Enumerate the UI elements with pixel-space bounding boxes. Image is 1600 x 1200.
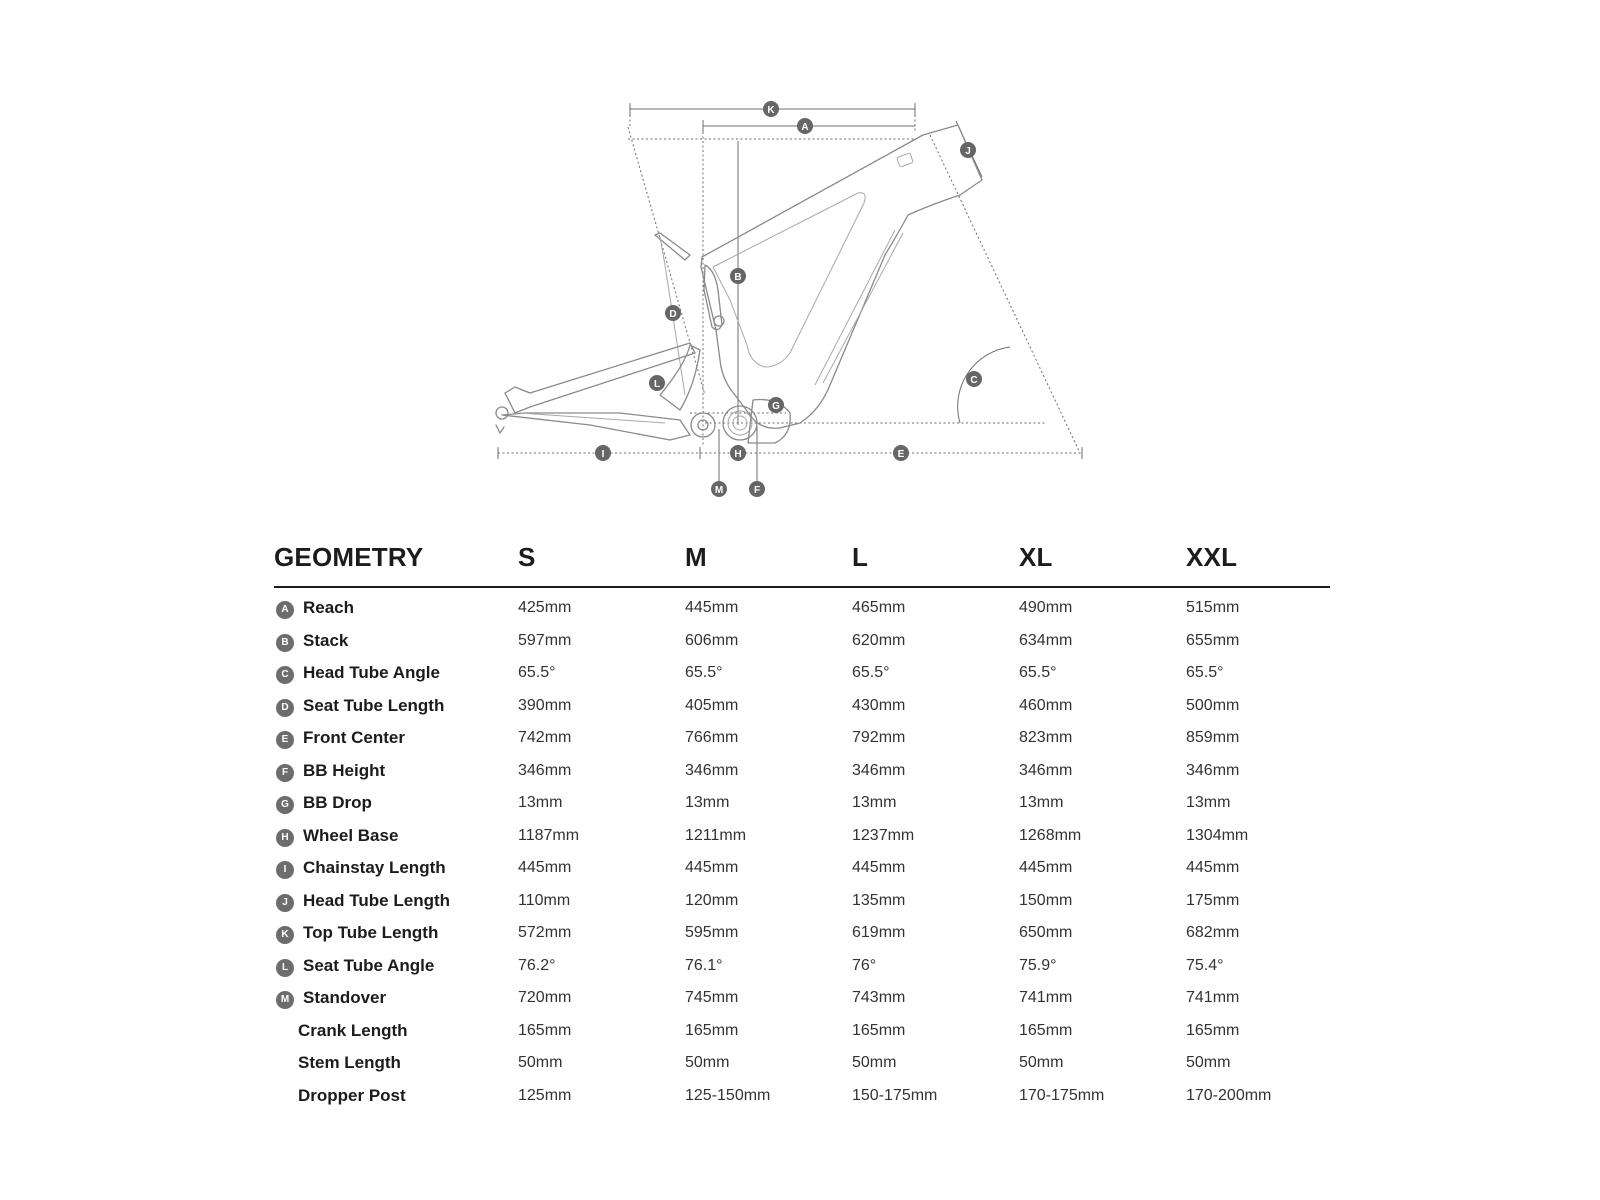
row-value: 620mm <box>852 631 906 649</box>
row-value: 76.2° <box>518 956 556 974</box>
row-value: 445mm <box>685 859 739 876</box>
marker-d <box>665 305 681 321</box>
svg-text:H: H <box>734 449 742 460</box>
row-value: 792mm <box>852 729 906 746</box>
row-value: 490mm <box>1019 599 1073 616</box>
marker-c <box>966 371 982 387</box>
table-title: GEOMETRY <box>274 542 424 572</box>
row-value: 743mm <box>852 989 906 1006</box>
svg-text:A: A <box>801 122 809 133</box>
table-row <box>274 950 1330 983</box>
row-value: 741mm <box>1186 989 1240 1006</box>
row-letter-badge: I <box>276 861 294 879</box>
row-value: 13mm <box>1186 794 1231 811</box>
row-value: 65.5° <box>685 664 723 681</box>
table-row <box>274 755 1330 788</box>
row-value: 13mm <box>685 794 730 811</box>
row-value: 65.5° <box>852 664 890 681</box>
table-row <box>274 852 1330 885</box>
row-value: 76° <box>852 956 877 974</box>
row-label: Top Tube Length <box>303 923 439 942</box>
svg-text:K: K <box>767 105 775 116</box>
row-value: 346mm <box>1019 761 1073 779</box>
row-label: Seat Tube Angle <box>303 955 435 975</box>
table-row <box>274 885 1330 918</box>
marker-f <box>749 481 765 497</box>
row-value: 445mm <box>1019 859 1073 876</box>
row-value: 50mm <box>518 1054 563 1071</box>
row-value: 741mm <box>1019 989 1073 1006</box>
row-letter-badge: J <box>276 894 294 912</box>
svg-text:I: I <box>601 449 605 460</box>
table-row <box>274 592 1330 625</box>
row-label: Wheel Base <box>303 825 399 845</box>
row-label: Chainstay Length <box>303 858 446 877</box>
table-row <box>274 625 1330 658</box>
row-value: 175mm <box>1186 891 1240 909</box>
row-value: 634mm <box>1019 631 1073 649</box>
row-value: 170-175mm <box>1019 1086 1105 1104</box>
row-value: 859mm <box>1186 729 1240 746</box>
row-value: 1268mm <box>1019 826 1082 844</box>
row-letter-badge: L <box>276 959 294 977</box>
row-value: 76.1° <box>685 956 723 974</box>
table-row <box>274 1015 1330 1048</box>
row-value: 150mm <box>1019 891 1073 909</box>
marker-m <box>711 481 727 497</box>
frame-outline <box>496 125 982 443</box>
row-value: 165mm <box>685 1021 739 1039</box>
row-letter-badge: C <box>276 666 294 684</box>
row-value: 515mm <box>1186 599 1240 616</box>
row-label: Dropper Post <box>298 1085 406 1105</box>
row-value: 125-150mm <box>685 1086 771 1104</box>
row-value: 75.4° <box>1186 956 1224 974</box>
row-value: 1187mm <box>518 826 580 844</box>
row-value: 346mm <box>1186 761 1240 779</box>
row-value: 650mm <box>1019 924 1073 941</box>
table-row <box>274 1080 1330 1113</box>
size-header-s: S <box>518 542 536 572</box>
size-header-m: M <box>685 542 707 572</box>
svg-text:B: B <box>734 272 742 283</box>
svg-text:G: G <box>772 401 780 412</box>
row-value: 75.9° <box>1019 956 1057 974</box>
svg-text:F: F <box>753 485 761 496</box>
row-label: BB Drop <box>303 793 372 812</box>
row-value: 430mm <box>852 696 906 714</box>
row-value: 500mm <box>1186 696 1240 714</box>
row-value: 572mm <box>518 924 572 941</box>
row-value: 65.5° <box>1019 664 1057 681</box>
row-value: 595mm <box>685 924 739 941</box>
row-letter-badge: B <box>276 634 294 652</box>
row-value: 1304mm <box>1186 826 1249 844</box>
row-value: 606mm <box>685 631 739 649</box>
dimension-markers <box>595 101 982 497</box>
table-row <box>274 722 1330 755</box>
row-letter-badge: G <box>276 796 294 814</box>
marker-b <box>730 268 746 284</box>
row-value: 165mm <box>518 1021 572 1039</box>
geometry-table <box>274 536 1330 1112</box>
row-label: BB Height <box>303 760 386 780</box>
row-value: 465mm <box>852 599 906 616</box>
frame-drawing <box>490 95 1110 515</box>
table-header <box>274 536 1330 588</box>
row-value: 110mm <box>518 891 571 909</box>
svg-text:D: D <box>669 309 677 320</box>
table-row <box>274 982 1330 1015</box>
row-value: 720mm <box>518 989 572 1006</box>
row-value: 346mm <box>852 761 906 779</box>
row-label: Reach <box>303 598 355 617</box>
table-row <box>274 657 1330 690</box>
table-row <box>274 690 1330 723</box>
size-header-l: L <box>852 542 869 572</box>
table-row <box>274 1047 1330 1080</box>
size-header-xl: XL <box>1019 542 1053 572</box>
row-label: Front Center <box>303 728 405 747</box>
size-header-xxl: XXL <box>1186 542 1238 572</box>
marker-j <box>960 142 976 158</box>
row-value: 766mm <box>685 729 739 746</box>
row-value: 165mm <box>1186 1021 1240 1039</box>
row-value: 13mm <box>852 794 897 811</box>
row-value: 1211mm <box>685 826 747 844</box>
svg-text:L: L <box>653 379 661 390</box>
row-letter-badge: D <box>276 699 294 717</box>
row-value: 460mm <box>1019 696 1073 714</box>
row-value: 65.5° <box>518 664 556 681</box>
svg-text:M: M <box>714 485 724 496</box>
row-value: 445mm <box>685 599 739 616</box>
row-value: 619mm <box>852 924 906 941</box>
row-letter-badge: H <box>276 829 294 847</box>
row-value: 13mm <box>518 794 563 811</box>
row-value: 50mm <box>1186 1054 1231 1071</box>
row-value: 125mm <box>518 1086 572 1104</box>
row-label: Seat Tube Length <box>303 695 445 715</box>
row-value: 135mm <box>852 891 906 909</box>
row-value: 120mm <box>685 891 739 909</box>
row-label: Crank Length <box>298 1020 408 1040</box>
table-row <box>274 820 1330 853</box>
row-value: 50mm <box>1019 1054 1064 1071</box>
row-value: 682mm <box>1186 924 1240 941</box>
row-value: 1237mm <box>852 826 915 844</box>
row-letter-badge: A <box>276 601 294 619</box>
row-value: 655mm <box>1186 631 1240 649</box>
row-value: 445mm <box>1186 859 1240 876</box>
row-label: Stem Length <box>298 1053 401 1072</box>
marker-k <box>763 101 779 117</box>
row-value: 150-175mm <box>852 1086 938 1104</box>
row-letter-badge: E <box>276 731 294 749</box>
marker-h <box>730 445 746 461</box>
row-value: 170-200mm <box>1186 1086 1272 1104</box>
marker-l <box>649 375 665 391</box>
table-body <box>274 588 1330 1112</box>
marker-i <box>595 445 611 461</box>
row-value: 425mm <box>518 599 572 616</box>
bike-geometry-diagram <box>490 95 1110 515</box>
row-value: 165mm <box>1019 1021 1073 1039</box>
row-value: 445mm <box>518 859 572 876</box>
table-row <box>274 917 1330 950</box>
svg-text:E: E <box>897 449 905 460</box>
row-letter-badge: K <box>276 926 294 944</box>
marker-a <box>797 118 813 134</box>
row-value: 597mm <box>518 631 572 649</box>
row-value: 346mm <box>685 761 739 779</box>
row-value: 50mm <box>852 1054 897 1071</box>
row-value: 445mm <box>852 859 906 876</box>
row-label: Standover <box>303 988 387 1007</box>
row-letter-badge: M <box>276 991 294 1009</box>
row-label: Head Tube Length <box>303 890 451 910</box>
row-value: 165mm <box>852 1021 906 1039</box>
svg-text:J: J <box>965 146 971 157</box>
row-value: 346mm <box>518 761 572 779</box>
row-value: 390mm <box>518 696 572 714</box>
row-value: 823mm <box>1019 729 1073 746</box>
row-label: Head Tube Angle <box>303 663 440 682</box>
marker-g <box>768 397 784 413</box>
row-label: Stack <box>303 630 349 650</box>
table-row <box>274 787 1330 820</box>
row-letter-badge: F <box>276 764 294 782</box>
dimension-lines <box>498 103 1082 487</box>
row-value: 13mm <box>1019 794 1064 811</box>
marker-e <box>893 445 909 461</box>
row-value: 50mm <box>685 1054 730 1071</box>
row-value: 745mm <box>685 989 739 1006</box>
row-value: 65.5° <box>1186 664 1224 681</box>
row-value: 405mm <box>685 696 739 714</box>
row-value: 742mm <box>518 729 572 746</box>
svg-text:C: C <box>970 375 978 386</box>
